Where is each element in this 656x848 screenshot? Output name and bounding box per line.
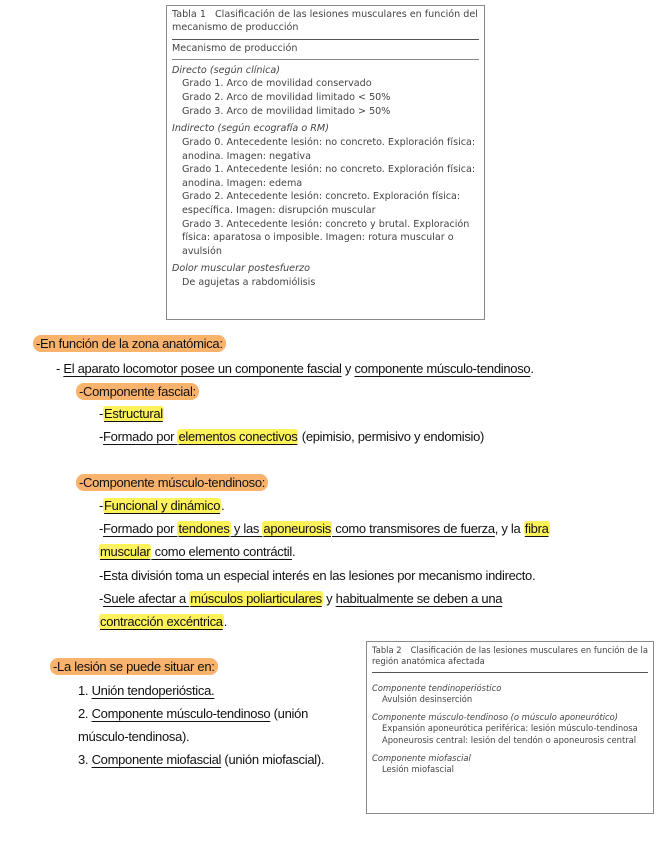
heading-musculo-tendinoso-text: -Componente músculo-tendinoso:	[76, 474, 268, 491]
table-1-row: Grado 3. Antecedente lesión: concreto y brutal. Exploración física: aparatosa o imposible. Imagen: rotura muscular o avulsión	[182, 218, 470, 257]
table-1-caption-text: Clasificación de las lesiones musculares en función del mecanismo de producción	[172, 9, 478, 33]
table-2-row: Lesión miofascial	[382, 764, 454, 775]
heading-zona-anatomica	[33, 336, 226, 351]
lesion-item-2-cont	[78, 729, 189, 744]
suele-end-text: .	[223, 614, 228, 629]
estructural-text: Estructural	[104, 406, 163, 421]
mt-item-formado	[99, 521, 550, 536]
musculo-tendinosa-text: músculo-tendinosa).	[78, 729, 190, 744]
table-1-row: Grado 0. Antecedente lesión: no concreto. Exploración física: anodina. Imagen: negativa	[182, 136, 476, 162]
formado-end-text: .	[291, 544, 296, 559]
table-2-group-title: Componente miofascial	[372, 752, 471, 763]
table-2-body	[367, 675, 653, 778]
suele-afectar-text: Suele afectar a	[103, 591, 190, 606]
formado-rest-text: (epimisio, permisivo y endomisio)	[298, 429, 485, 444]
musculos-poliarticulares-text: músculos poliarticulares	[190, 591, 322, 606]
table-2	[366, 641, 654, 814]
bullet-dash: -	[99, 406, 104, 421]
suele-y-text: y	[322, 591, 336, 606]
table-1-row: Grado 1. Antecedente lesión: no concreto. Exploración física: anodina. Imagen: edema	[182, 164, 476, 189]
bullet-dash: -	[99, 591, 104, 606]
mt-item-suele-cont	[99, 614, 227, 629]
mt-item-suele	[99, 591, 502, 606]
table-2-group-title: Componente músculo-tendinoso (o músculo aponeurótico)	[372, 711, 619, 722]
heading-zona-anatomica-text: -En función de la zona anatómica:	[33, 335, 226, 352]
lesion-item-number: 2.	[78, 706, 92, 721]
y-las-text: y las	[230, 521, 263, 536]
formado-por-text: Formado por	[103, 429, 178, 444]
bullet-dash: -	[56, 361, 64, 376]
transmisores-text: como transmisores de fuerza	[331, 521, 495, 536]
mt-item-formado-cont	[99, 544, 295, 559]
table-2-label: Tabla 2	[372, 645, 402, 655]
table-2-row: Expansión aponeurótica periférica: lesión músculo-tendinosa	[382, 723, 638, 734]
aparato-locomotor-line	[56, 361, 534, 376]
table-1-row: Grado 2. Antecedente lesión: concreto. Exploración física: específica. Imagen: disrupción muscular	[182, 191, 461, 216]
table-2-group-title: Componente tendinoperióstico	[372, 682, 502, 693]
aponeurosis-text: aponeurosis	[263, 521, 331, 536]
bullet-dash: -	[99, 429, 104, 444]
fascial-item-formado	[99, 429, 484, 444]
mt-formado-por: Formado por	[103, 521, 178, 536]
componente-miofascial-text: Componente miofascial	[91, 752, 222, 767]
division-text: -Esta división toma un especial interés en las lesiones por mecanismo indirecto.	[99, 568, 536, 583]
union-text: (unión	[270, 706, 308, 721]
aparato-text-4: .	[530, 361, 534, 376]
elemento-contractil-text: como elemento contráctil	[151, 544, 292, 559]
aparato-text-2: y	[341, 361, 355, 376]
union-miofascial-text: (unión miofascial).	[221, 752, 325, 767]
elementos-conectivos-text: elementos conectivos	[178, 429, 298, 444]
mt-item-division	[99, 568, 535, 583]
lesion-item-number: 3.	[78, 752, 92, 767]
bullet-dash: -	[99, 498, 104, 513]
contraccion-excentrica-text: contracción excéntrica	[100, 614, 223, 629]
tendones-text: tendones	[178, 521, 230, 536]
mt-item-funcional	[99, 498, 224, 513]
lesion-item-number: 1.	[78, 683, 92, 698]
table-1	[166, 5, 485, 320]
table-1-group-title: Dolor muscular postesfuerzo	[172, 263, 310, 275]
bullet-dash: -	[99, 521, 104, 536]
table-1-group-title: Directo (según clínica)	[172, 64, 281, 76]
table-2-caption	[367, 642, 653, 670]
table-1-row: Grado 1. Arco de movilidad conservado	[182, 78, 372, 90]
table-1-row: Grado 3. Arco de movilidad limitado > 50%	[182, 105, 391, 117]
table-1-row: Grado 2. Arco de movilidad limitado < 50%	[182, 92, 391, 104]
funcional-text: Funcional y dinámico	[104, 498, 221, 513]
table-1-label: Tabla 1	[172, 9, 206, 20]
table-1-header: Mecanismo de producción	[172, 42, 298, 54]
table-2-top-rule	[372, 672, 648, 673]
fascial-item-estructural	[99, 406, 164, 421]
lesion-item-3	[78, 752, 324, 767]
funcional-suffix: .	[221, 498, 225, 513]
muscular-text: muscular	[100, 544, 151, 559]
aparato-text-1: El aparato locomotor posee un componente fascial	[63, 361, 342, 376]
table-1-body	[167, 62, 484, 292]
table-1-row: De agujetas a rabdomiólisis	[182, 277, 316, 289]
heading-musculo-tendinoso	[76, 475, 268, 490]
y-la-text: , y la	[494, 521, 524, 536]
table-2-caption-text: Clasificación de las lesiones musculares en función de la región anatómica afectada	[372, 645, 648, 667]
aparato-text-3: componente músculo-tendinoso	[354, 361, 531, 376]
heading-lesion	[50, 659, 218, 674]
lesion-item-1	[78, 683, 214, 698]
table-2-row: Avulsión desinserción	[382, 694, 473, 705]
heading-componente-fascial-text: -Componente fascial:	[76, 383, 199, 400]
heading-componente-fascial	[76, 384, 199, 399]
componente-mt-text: Componente músculo-tendinoso	[91, 706, 271, 721]
lesion-item-2	[78, 706, 308, 721]
table-1-group-title: Indirecto (según ecografía o RM)	[172, 123, 329, 135]
table-1-header-rule	[172, 59, 479, 60]
table-1-caption	[167, 6, 484, 37]
table-1-top-rule	[172, 39, 479, 40]
heading-lesion-text: -La lesión se puede situar en:	[50, 658, 218, 675]
table-2-row: Aponeurosis central: lesión del tendón o aponeurosis central	[382, 735, 637, 746]
union-tendoperiostica-text: Unión tendoperióstica.	[91, 683, 215, 698]
habitualmente-text: habitualmente se deben a una	[335, 591, 503, 606]
fibra-text: fibra	[524, 521, 549, 536]
